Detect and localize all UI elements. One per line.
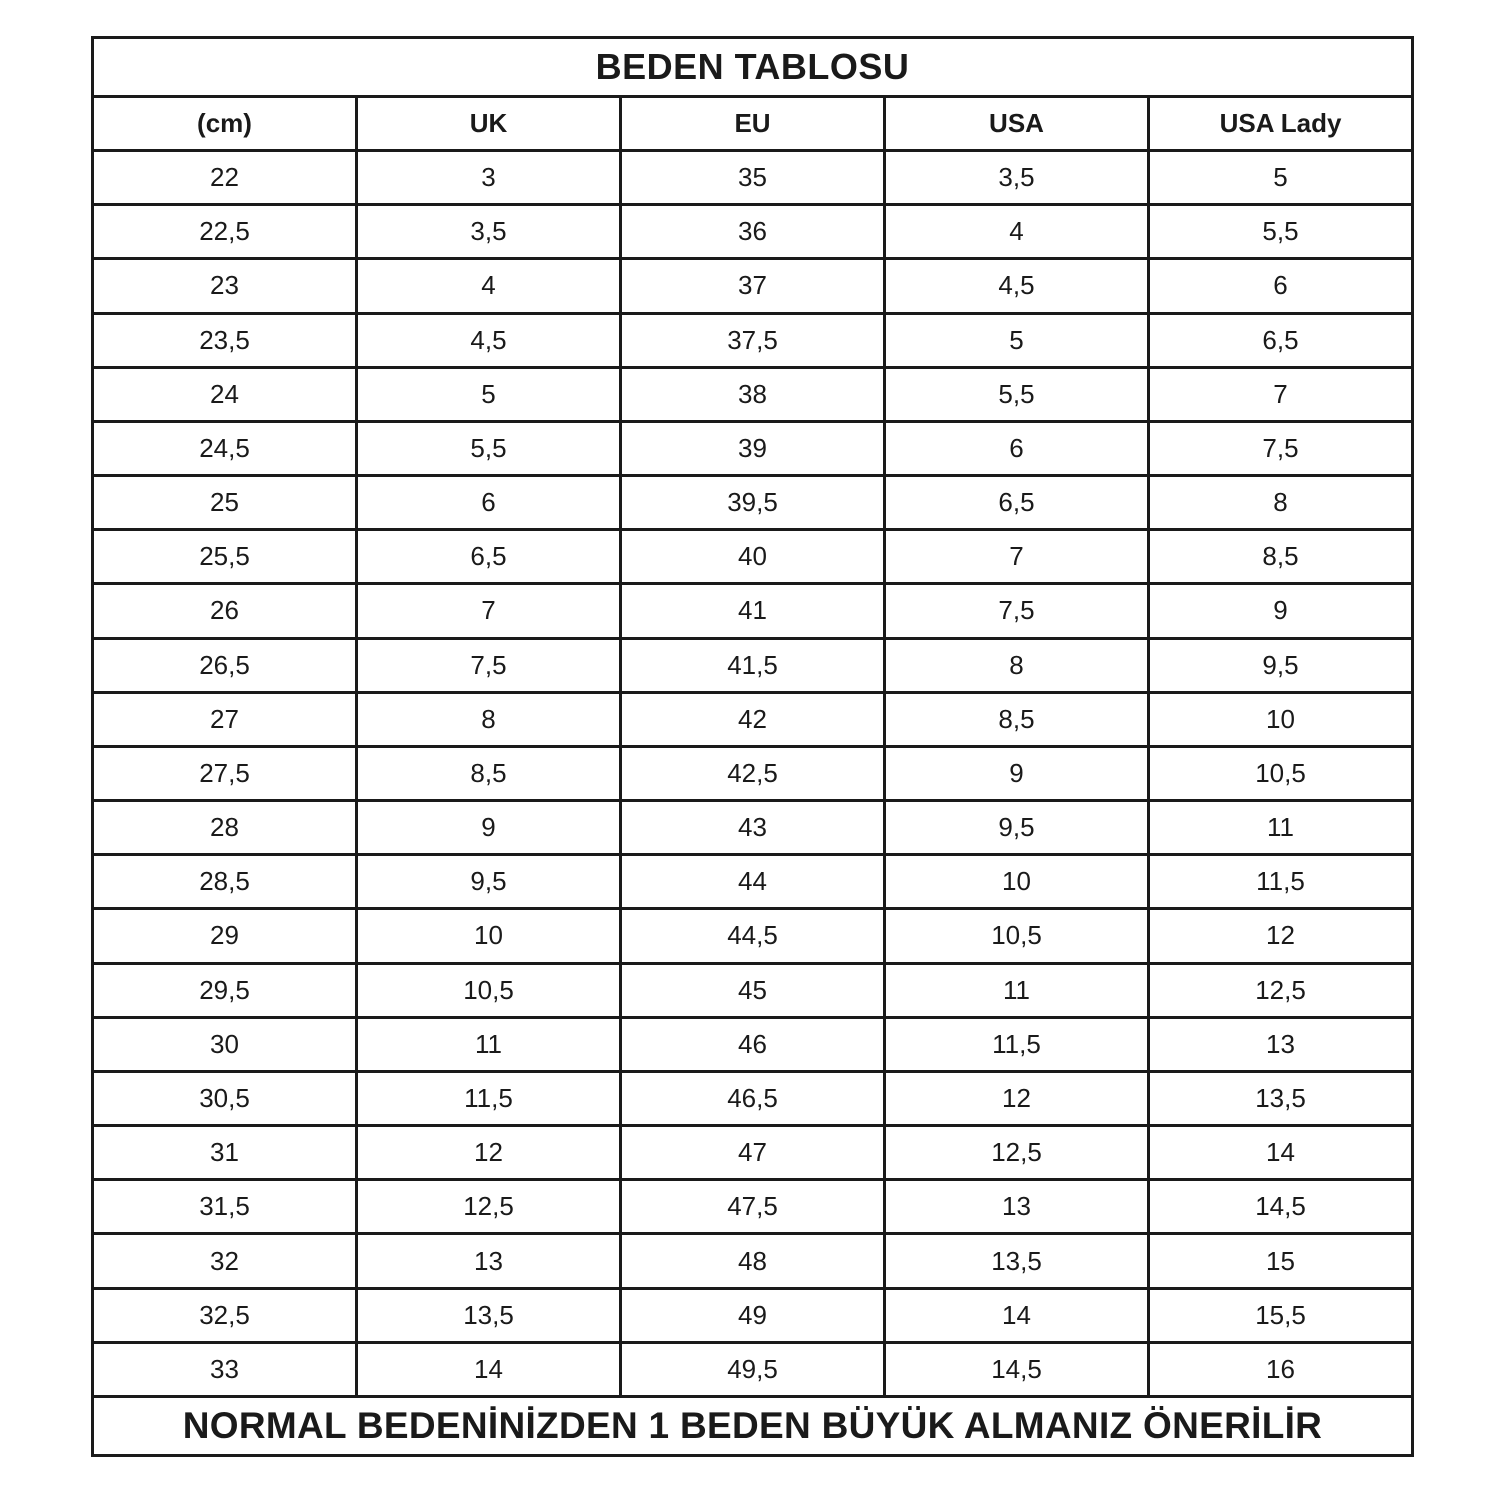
cell-eu: 36 (621, 205, 885, 259)
cell-cm: 31,5 (93, 1180, 357, 1234)
cell-eu: 47 (621, 1126, 885, 1180)
cell-uk: 3 (357, 151, 621, 205)
cell-usa-lady: 14 (1149, 1126, 1413, 1180)
table-row (93, 801, 1413, 855)
table-row (93, 855, 1413, 909)
cell-cm: 26,5 (93, 638, 357, 692)
cell-usa-lady: 8,5 (1149, 530, 1413, 584)
cell-usa-lady: 14,5 (1149, 1180, 1413, 1234)
cell-cm: 25 (93, 476, 357, 530)
cell-cm: 30,5 (93, 1071, 357, 1125)
cell-eu: 39,5 (621, 476, 885, 530)
cell-cm: 29,5 (93, 963, 357, 1017)
cell-usa: 7 (885, 530, 1149, 584)
cell-eu: 35 (621, 151, 885, 205)
table-title: BEDEN TABLOSU (93, 38, 1413, 97)
cell-usa: 6,5 (885, 476, 1149, 530)
cell-uk: 4,5 (357, 313, 621, 367)
cell-usa-lady: 9 (1149, 584, 1413, 638)
cell-eu: 46 (621, 1017, 885, 1071)
cell-usa-lady: 7 (1149, 367, 1413, 421)
cell-usa-lady: 10 (1149, 692, 1413, 746)
cell-eu: 42,5 (621, 746, 885, 800)
cell-uk: 10 (357, 909, 621, 963)
cell-usa-lady: 6 (1149, 259, 1413, 313)
table-row (93, 1180, 1413, 1234)
cell-usa-lady: 9,5 (1149, 638, 1413, 692)
column-header-usa: USA (885, 97, 1149, 151)
cell-usa: 12 (885, 1071, 1149, 1125)
cell-usa: 3,5 (885, 151, 1149, 205)
cell-usa: 12,5 (885, 1126, 1149, 1180)
table-row (93, 909, 1413, 963)
header-row (93, 97, 1413, 151)
cell-usa: 11,5 (885, 1017, 1149, 1071)
cell-usa-lady: 10,5 (1149, 746, 1413, 800)
cell-usa-lady: 11,5 (1149, 855, 1413, 909)
cell-cm: 27,5 (93, 746, 357, 800)
column-header-cm: (cm) (93, 97, 357, 151)
cell-uk: 7,5 (357, 638, 621, 692)
cell-usa: 4 (885, 205, 1149, 259)
table-row (93, 476, 1413, 530)
cell-uk: 4 (357, 259, 621, 313)
cell-cm: 24,5 (93, 421, 357, 475)
cell-eu: 44,5 (621, 909, 885, 963)
cell-usa: 13 (885, 1180, 1149, 1234)
cell-cm: 32,5 (93, 1288, 357, 1342)
table-row (93, 638, 1413, 692)
cell-eu: 45 (621, 963, 885, 1017)
cell-usa: 6 (885, 421, 1149, 475)
cell-uk: 10,5 (357, 963, 621, 1017)
table-row (93, 692, 1413, 746)
cell-eu: 39 (621, 421, 885, 475)
cell-usa: 5,5 (885, 367, 1149, 421)
cell-uk: 14 (357, 1342, 621, 1396)
cell-eu: 44 (621, 855, 885, 909)
cell-eu: 41,5 (621, 638, 885, 692)
cell-uk: 3,5 (357, 205, 621, 259)
cell-eu: 48 (621, 1234, 885, 1288)
cell-cm: 22,5 (93, 205, 357, 259)
cell-uk: 6,5 (357, 530, 621, 584)
table-row (93, 1126, 1413, 1180)
footer-row (93, 1397, 1413, 1456)
cell-uk: 7 (357, 584, 621, 638)
table-row (93, 530, 1413, 584)
cell-cm: 23 (93, 259, 357, 313)
cell-uk: 11 (357, 1017, 621, 1071)
cell-usa: 4,5 (885, 259, 1149, 313)
table-row (93, 963, 1413, 1017)
cell-usa: 10,5 (885, 909, 1149, 963)
cell-usa-lady: 13,5 (1149, 1071, 1413, 1125)
cell-eu: 38 (621, 367, 885, 421)
cell-uk: 9,5 (357, 855, 621, 909)
table-row (93, 367, 1413, 421)
cell-cm: 28,5 (93, 855, 357, 909)
cell-usa-lady: 5 (1149, 151, 1413, 205)
table-row (93, 584, 1413, 638)
table-row (93, 151, 1413, 205)
cell-usa: 5 (885, 313, 1149, 367)
cell-usa-lady: 12 (1149, 909, 1413, 963)
cell-uk: 13,5 (357, 1288, 621, 1342)
cell-usa-lady: 7,5 (1149, 421, 1413, 475)
cell-cm: 26 (93, 584, 357, 638)
cell-cm: 23,5 (93, 313, 357, 367)
cell-usa: 10 (885, 855, 1149, 909)
cell-usa-lady: 6,5 (1149, 313, 1413, 367)
cell-eu: 43 (621, 801, 885, 855)
cell-usa: 11 (885, 963, 1149, 1017)
cell-usa: 14 (885, 1288, 1149, 1342)
table-row (93, 205, 1413, 259)
cell-eu: 49 (621, 1288, 885, 1342)
table-row (93, 1288, 1413, 1342)
column-header-eu: EU (621, 97, 885, 151)
cell-eu: 47,5 (621, 1180, 885, 1234)
cell-cm: 24 (93, 367, 357, 421)
cell-usa: 13,5 (885, 1234, 1149, 1288)
cell-cm: 32 (93, 1234, 357, 1288)
cell-uk: 8,5 (357, 746, 621, 800)
cell-uk: 8 (357, 692, 621, 746)
cell-uk: 5,5 (357, 421, 621, 475)
cell-cm: 27 (93, 692, 357, 746)
cell-usa: 9 (885, 746, 1149, 800)
cell-usa: 7,5 (885, 584, 1149, 638)
cell-usa-lady: 5,5 (1149, 205, 1413, 259)
cell-uk: 5 (357, 367, 621, 421)
cell-eu: 46,5 (621, 1071, 885, 1125)
table-row (93, 746, 1413, 800)
cell-usa-lady: 12,5 (1149, 963, 1413, 1017)
table-row (93, 313, 1413, 367)
cell-cm: 29 (93, 909, 357, 963)
cell-uk: 11,5 (357, 1071, 621, 1125)
cell-cm: 31 (93, 1126, 357, 1180)
column-header-uk: UK (357, 97, 621, 151)
table-row (93, 259, 1413, 313)
cell-eu: 49,5 (621, 1342, 885, 1396)
size-rows (93, 151, 1413, 1397)
cell-cm: 28 (93, 801, 357, 855)
table-row (93, 1017, 1413, 1071)
cell-eu: 37,5 (621, 313, 885, 367)
cell-cm: 22 (93, 151, 357, 205)
cell-usa: 8,5 (885, 692, 1149, 746)
cell-usa: 9,5 (885, 801, 1149, 855)
cell-usa: 8 (885, 638, 1149, 692)
cell-eu: 41 (621, 584, 885, 638)
table-row (93, 1071, 1413, 1125)
cell-usa-lady: 13 (1149, 1017, 1413, 1071)
cell-uk: 12,5 (357, 1180, 621, 1234)
cell-cm: 30 (93, 1017, 357, 1071)
cell-usa-lady: 15,5 (1149, 1288, 1413, 1342)
cell-usa: 14,5 (885, 1342, 1149, 1396)
table-row (93, 1342, 1413, 1396)
cell-eu: 40 (621, 530, 885, 584)
cell-uk: 12 (357, 1126, 621, 1180)
cell-usa-lady: 11 (1149, 801, 1413, 855)
size-advice-note: NORMAL BEDENİNİZDEN 1 BEDEN BÜYÜK ALMANIZ ÖNERİLİR (93, 1397, 1413, 1456)
cell-uk: 9 (357, 801, 621, 855)
cell-eu: 37 (621, 259, 885, 313)
cell-uk: 13 (357, 1234, 621, 1288)
size-chart-table (91, 36, 1414, 1457)
cell-usa-lady: 8 (1149, 476, 1413, 530)
cell-cm: 33 (93, 1342, 357, 1396)
cell-cm: 25,5 (93, 530, 357, 584)
cell-uk: 6 (357, 476, 621, 530)
cell-usa-lady: 15 (1149, 1234, 1413, 1288)
column-header-usa-lady: USA Lady (1149, 97, 1413, 151)
table-row (93, 1234, 1413, 1288)
title-row (93, 38, 1413, 97)
cell-eu: 42 (621, 692, 885, 746)
table-row (93, 421, 1413, 475)
cell-usa-lady: 16 (1149, 1342, 1413, 1396)
